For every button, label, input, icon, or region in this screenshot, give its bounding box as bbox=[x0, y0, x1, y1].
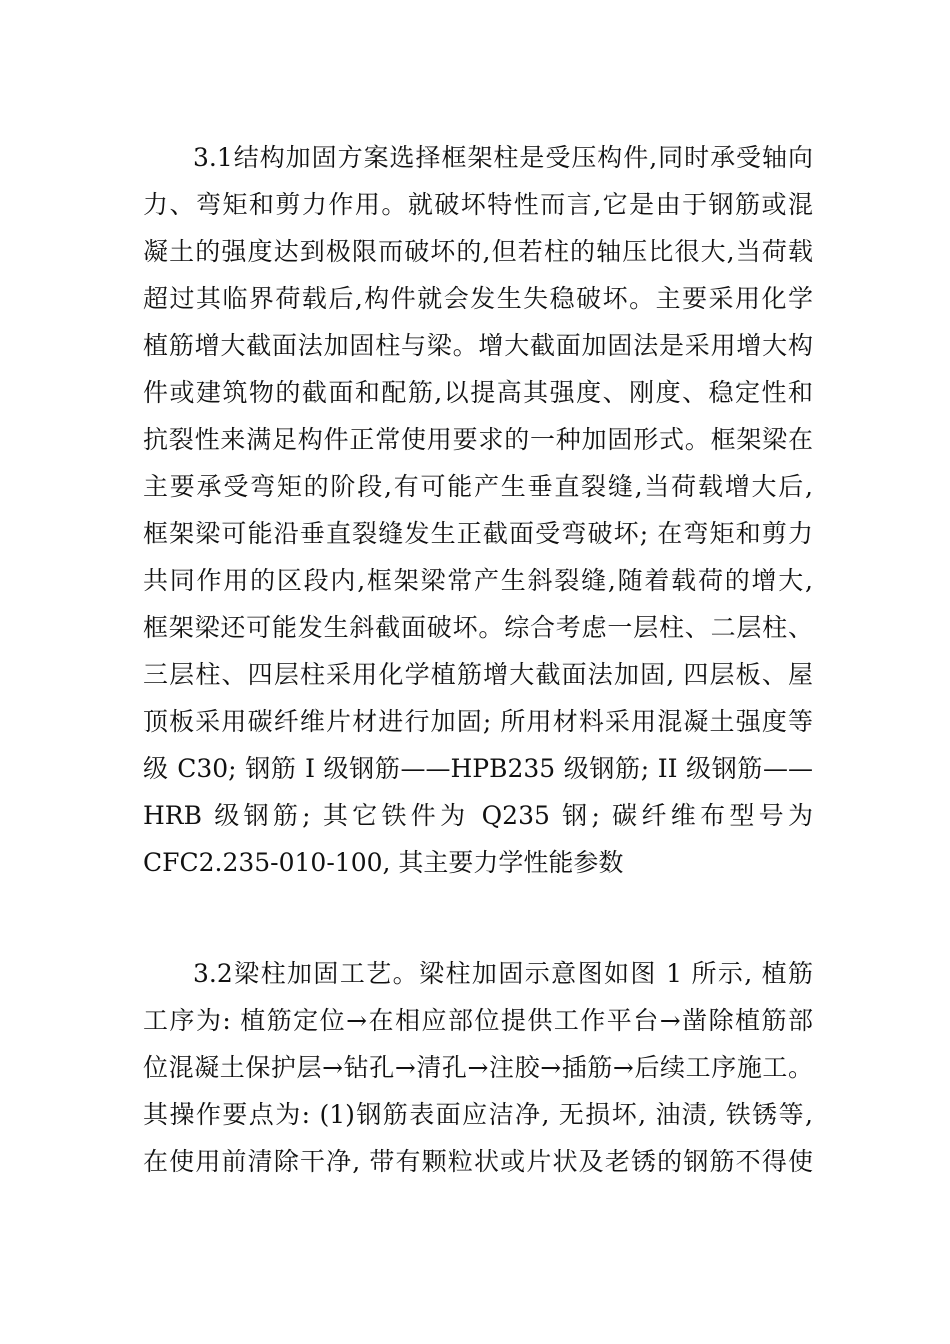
text-line: 框架梁可能沿垂直裂缝发生正截面受弯破坏; 在弯矩和剪力 bbox=[143, 519, 813, 548]
text-line: 件或建筑物的截面和配筋,以提高其强度、刚度、稳定性和 bbox=[143, 378, 813, 407]
text-line: 力、弯矩和剪力作用。就破坏特性而言,它是由于钢筋或混 bbox=[143, 190, 813, 219]
text-line: 共同作用的区段内,框架梁常产生斜裂缝,随着载荷的增大, bbox=[143, 566, 813, 595]
text-line: 级 C30; 钢筋 I 级钢筋——HPB235 级钢筋; II 级钢筋—— bbox=[143, 754, 813, 783]
text-line: 抗裂性来满足构件正常使用要求的一种加固形式。框架梁在 bbox=[143, 425, 813, 454]
text-line: 在使用前清除干净, 带有颗粒状或片状及老锈的钢筋不得使 bbox=[143, 1147, 813, 1176]
text-line: 超过其临界荷载后,构件就会发生失稳破坏。主要采用化学 bbox=[143, 284, 813, 313]
paragraph-3-1 bbox=[143, 134, 813, 886]
text-line: 三层柱、四层柱采用化学植筋增大截面法加固, 四层板、屋 bbox=[143, 660, 813, 689]
text-line: 植筋增大截面法加固柱与梁。增大截面加固法是采用增大构 bbox=[143, 331, 813, 360]
text-line: 3.2梁柱加固工艺。梁柱加固示意图如图 1 所示, 植筋 bbox=[193, 959, 813, 988]
text-line: HRB 级钢筋; 其它铁件为 Q235 钢; 碳纤维布型号为 bbox=[143, 801, 813, 830]
text-line: CFC2.235-010-100, 其主要力学性能参数 bbox=[143, 848, 624, 877]
text-line: 其操作要点为: (1)钢筋表面应洁净, 无损坏, 油渍, 铁锈等, bbox=[143, 1100, 813, 1129]
text-line: 主要承受弯矩的阶段,有可能产生垂直裂缝,当荷载增大后, bbox=[143, 472, 813, 501]
text-line: 3.1结构加固方案选择框架柱是受压构件,同时承受轴向 bbox=[193, 143, 813, 172]
text-line: 位混凝土保护层→钻孔→清孔→注胶→插筋→后续工序施工。 bbox=[143, 1053, 813, 1082]
text-line: 凝土的强度达到极限而破坏的,但若柱的轴压比很大,当荷载 bbox=[143, 237, 813, 266]
text-line: 工序为: 植筋定位→在相应部位提供工作平台→凿除植筋部 bbox=[143, 1006, 813, 1035]
text-line: 框架梁还可能发生斜截面破坏。综合考虑一层柱、二层柱、 bbox=[143, 613, 813, 642]
paragraph-3-2 bbox=[143, 950, 813, 1185]
text-line: 顶板采用碳纤维片材进行加固; 所用材料采用混凝土强度等 bbox=[143, 707, 813, 736]
